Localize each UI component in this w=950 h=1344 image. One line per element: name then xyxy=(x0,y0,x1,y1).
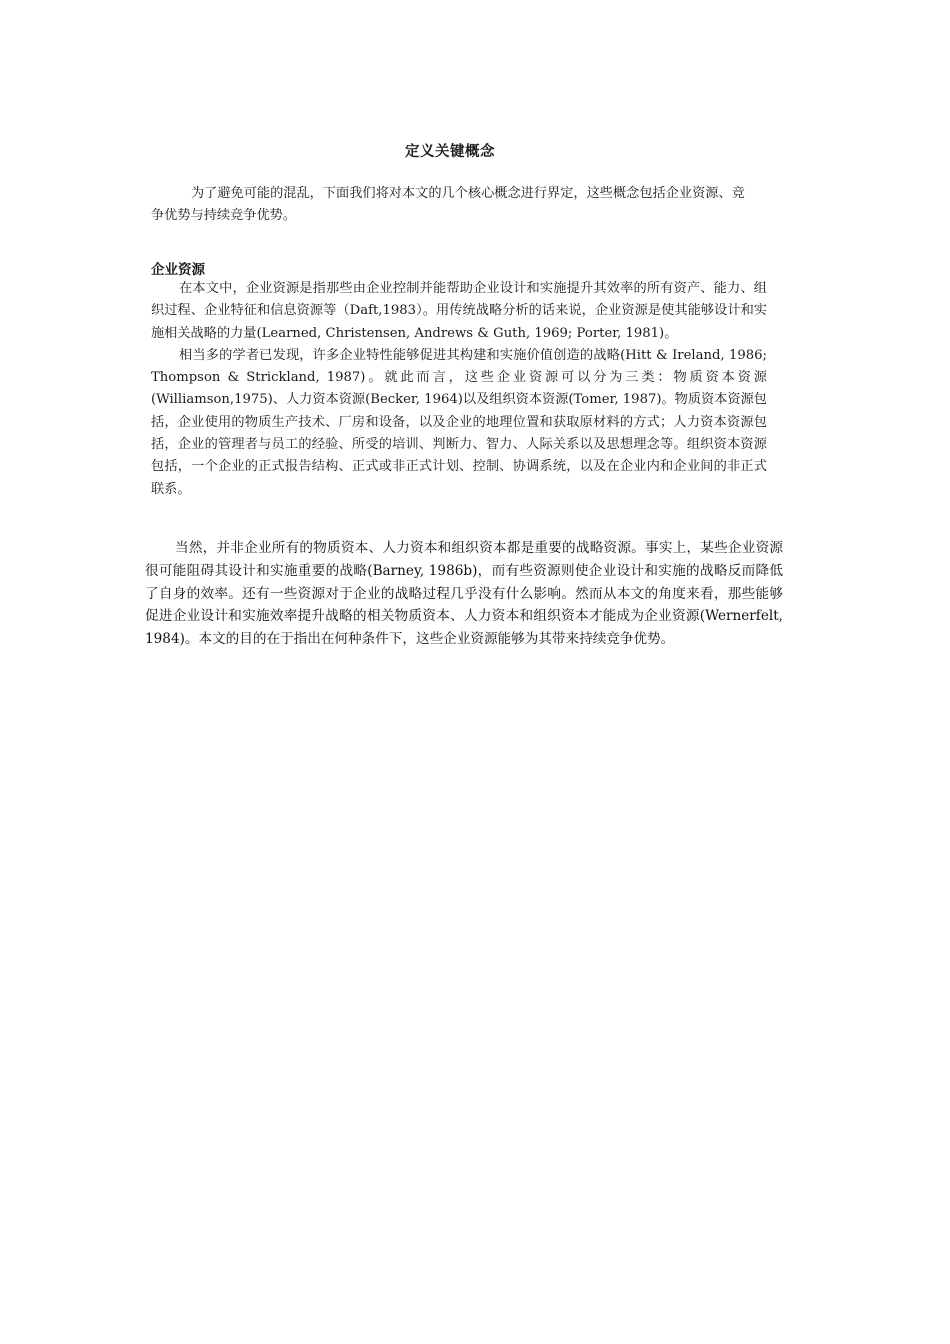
section-body xyxy=(151,278,767,501)
intro-paragraph: 为了避免可能的混乱，下面我们将对本文的几个核心概念进行界定，这些概念包括企业资源、竞争优势与持续竞争优势。 xyxy=(151,186,745,223)
closing-section xyxy=(145,537,783,651)
body-paragraph-3: 当然，并非企业所有的物质资本、人力资本和组织资本都是重要的战略资源。事实上，某些企业资源很可能阻碍其设计和实施重要的战略(Barney, 1986b)，而有些资源则使企业设计和实施的战略反而降低了自身的效率。还有一些资源对于企业的战略过程几乎没有什么影响。然而从本文的角度来看，那些能够促进企业设计和实施效率提升战略的相关物质资本、人力资本和组织资本才能成为企业资源(Wernerfelt, 1984)。本文的目的在于指出在何种条件下，这些企业资源能够为其带来持续竞争优势。 xyxy=(145,540,783,648)
body-paragraph-1: 在本文中，企业资源是指那些由企业控制并能帮助企业设计和实施提升其效率的所有资产、能力、组织过程、企业特征和信息资源等（Daft,1983）。用传统战略分析的话来说，企业资源是使其能够设计和实施相关战略的力量(Learned, Christensen, Andrews & Guth, 1969; Porter, 1981)。 xyxy=(151,281,767,341)
body-paragraph-2: 相当多的学者已发现，许多企业特性能够促进其构建和实施价值创造的战略(Hitt & Ireland, 1986; Thompson & Strickland, 1987)。就此而言，这些企业资源可以分为三类：物质资本资源(Williamson,1975)、人力资本资源(Becker, 1964)以及组织资本资源(Tomer, 1987)。物质资本资源包括，企业使用的物质生产技术、厂房和设备，以及企业的地理位置和获取原材料的方式；人力资本资源包括，企业的管理者与员工的经验、所受的培训、判断力、智力、人际关系以及思想理念等。组织资本资源包括，一个企业的正式报告结构、正式或非正式计划、控制、协调系统，以及在企业内和企业间的非正式联系。 xyxy=(151,347,767,497)
document-title: 定义关键概念 xyxy=(405,144,495,160)
section-heading: 企业资源 xyxy=(151,262,205,278)
